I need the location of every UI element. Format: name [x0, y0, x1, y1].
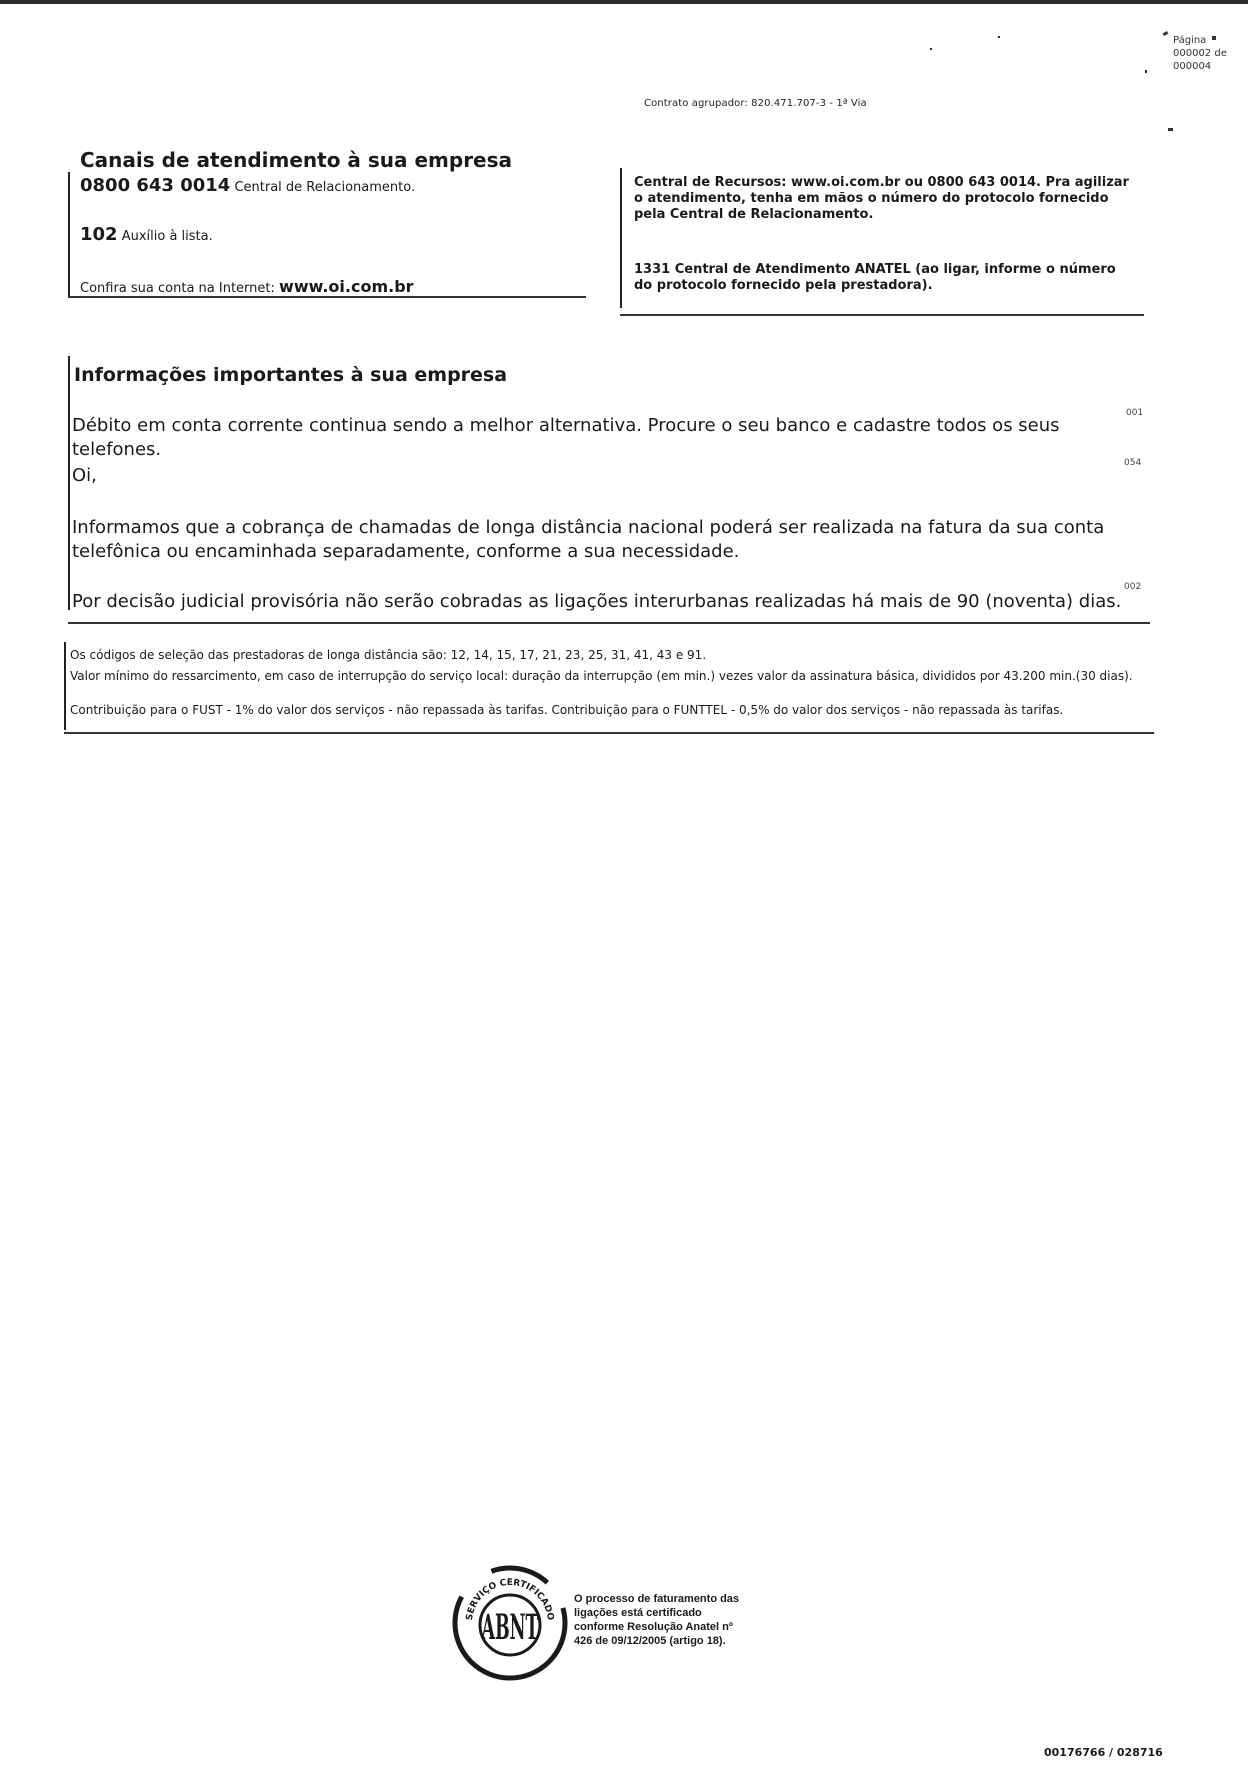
scan-speck [1145, 70, 1147, 73]
scan-speck [1163, 31, 1169, 36]
central-resources-text: Central de Recursos: www.oi.com.br ou 0800 643 0014. Pra agilizar o atendimento, tenha em mãos o número do protocolo fornecido pela Central de Relacionamento. [634, 175, 1129, 222]
document-number: 00176766 / 028716 [1044, 1746, 1163, 1759]
resources-box [620, 168, 1144, 318]
scan-speck [1168, 128, 1173, 131]
scan-speck [930, 48, 932, 50]
page-current: 000002 de [1173, 48, 1227, 59]
message-text: Oi, [72, 465, 97, 486]
online-bill-prefix: Confira sua conta na Internet: [80, 281, 280, 296]
box-left-rule [68, 172, 70, 298]
message-text: Informamos que a cobrança de chamadas de longa distância nacional poderá ser realizada na fatura da sua conta telefônica ou encaminhada separadamente, conforme a sua necessidade. [72, 517, 1105, 562]
anatel-text: 1331 Central de Atendimento ANATEL (ao ligar, informe o número do protocolo fornecido pela prestadora). [634, 262, 1116, 293]
certification-text: O processo de faturamento das ligações está certificado conforme Resolução Anatel nº 426 de 09/12/2005 (artigo 18). [574, 1593, 740, 1647]
box-left-rule [68, 356, 70, 610]
online-bill-url[interactable]: www.oi.com.br [279, 277, 414, 296]
abnt-seal-icon [450, 1563, 570, 1683]
note-refund: Valor mínimo do ressarcimento, em caso de interrupção do serviço local: duração da interrupção (em min.) vezes valor da assinatura básica, divididos por 43.200 min.(30 dias). [70, 669, 1133, 683]
relationship-phone [80, 175, 415, 196]
box-bottom-rule [68, 622, 1150, 624]
page-label: Página [1173, 35, 1207, 46]
message-text: Por decisão judicial provisória não serão cobradas as ligações interurbanas realizadas há mais de 90 (noventa) dias. [72, 591, 1122, 612]
scan-speck [998, 36, 1000, 38]
page-total: 000004 [1173, 61, 1212, 72]
seal-arc-text: SERVIÇO CERTIFICADO [465, 1577, 556, 1622]
box-bottom-rule [620, 314, 1144, 316]
note-contributions: Contribuição para o FUST - 1% do valor dos serviços - não repassada às tarifas. Contribuição para o FUNTTEL - 0,5% do valor dos serviços - não repassada às tarifas. [70, 703, 1064, 717]
box-bottom-rule [64, 732, 1154, 734]
relationship-phone-number: 0800 643 0014 [80, 175, 231, 196]
page-top-edge [0, 0, 1248, 4]
relationship-phone-desc: Central de Relacionamento. [230, 180, 416, 195]
message-code: 054 [1124, 458, 1142, 468]
legal-notes-box [64, 642, 1154, 736]
directory-desc: Auxílio à lista. [117, 229, 213, 244]
page-counter [1173, 34, 1227, 73]
message-code: 001 [1126, 408, 1144, 418]
directory-number: 102 [80, 224, 118, 245]
info-title: Informações importantes à sua empresa [74, 364, 508, 386]
service-channels-box [68, 148, 586, 312]
directory-assistance [80, 224, 213, 245]
box-left-rule [64, 642, 66, 730]
message-code: 002 [1124, 582, 1142, 592]
seal-logo-text: ABNT [481, 1606, 539, 1648]
box-left-rule [620, 168, 622, 308]
important-info-box [68, 356, 1150, 626]
channels-title: Canais de atendimento à sua empresa [80, 148, 513, 172]
box-bottom-rule [68, 296, 586, 298]
contract-reference: Contrato agrupador: 820.471.707-3 - 1ª Via [644, 98, 867, 109]
online-bill [80, 277, 414, 296]
scan-speck [1212, 36, 1216, 40]
note-carrier-codes: Os códigos de seleção das prestadoras de longa distância são: 12, 14, 15, 17, 21, 23, 25, 31, 41, 43 e 91. [70, 648, 707, 662]
message-text: Débito em conta corrente continua sendo a melhor alternativa. Procure o seu banco e cadastre todos os seus telefones. [72, 415, 1060, 460]
